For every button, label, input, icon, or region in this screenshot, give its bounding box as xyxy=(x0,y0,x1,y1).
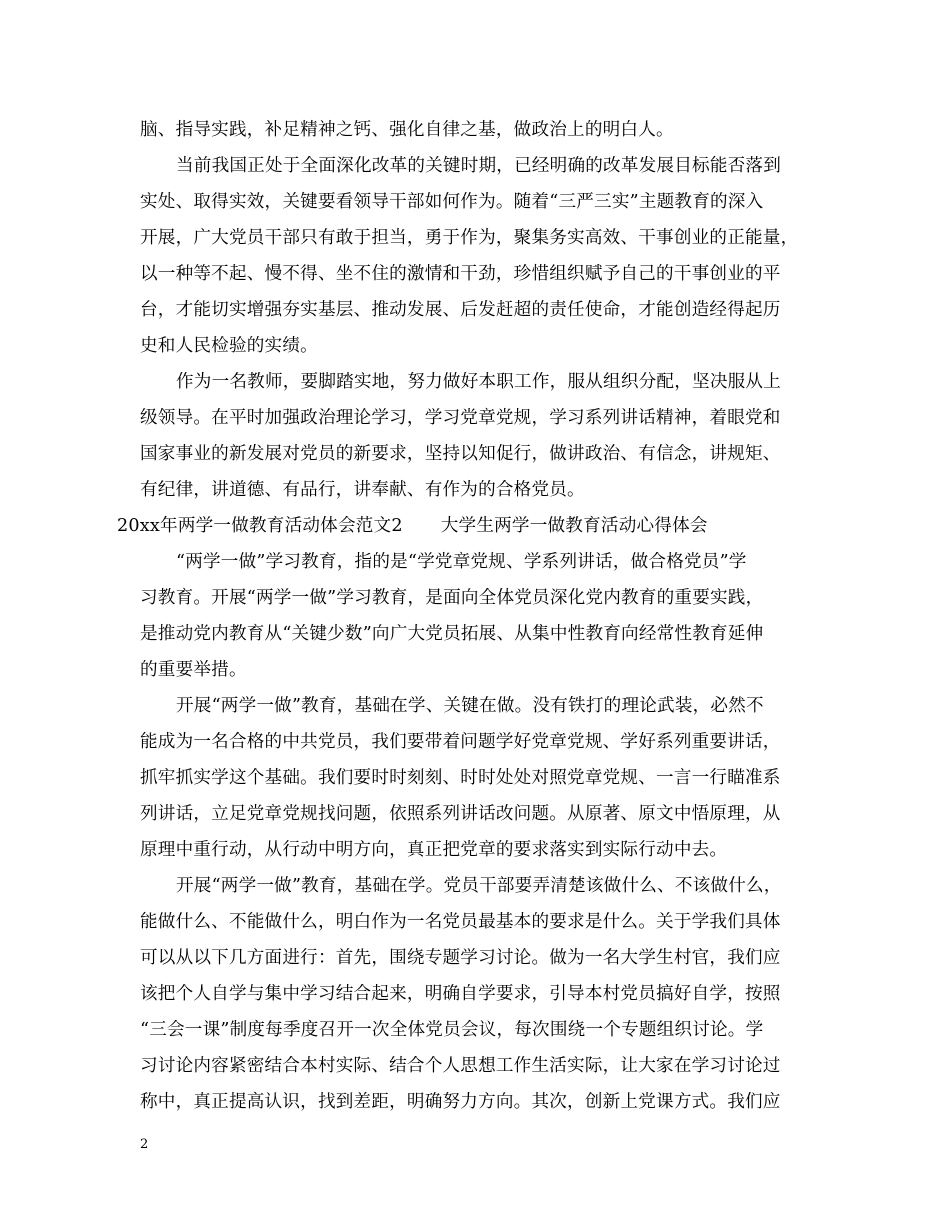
section-title: 20xx年两学一做教育活动体会范文2 xyxy=(117,516,403,536)
section-subtitle: 大学生两学一做教育活动心得体会 xyxy=(440,516,708,536)
paragraph-line: 开展“两学一做”教育，基础在学、关键在做。没有铁打的理论武装，必然不 xyxy=(176,696,764,716)
paragraph-line: 史和人民检验的实绩。 xyxy=(140,336,318,356)
paragraph-line: 以一种等不起、慢不得、坐不住的激情和干劲，珍惜组织赋予自己的干事创业的平 xyxy=(140,264,781,284)
paragraph-line: 开展“两学一做”教育，基础在学。党员干部要弄清楚该做什么、不该做什么， xyxy=(176,876,782,896)
paragraph-line: 该把个人自学与集中学习结合起来，明确自学要求，引导本村党员搞好自学，按照 xyxy=(140,984,781,1004)
paragraph-line: 台，才能切实增强夯实基层、推动发展、后发赶超的责任使命，才能创造经得起历 xyxy=(140,300,781,320)
paragraph-line: 可以从以下几方面进行：首先，围绕专题学习讨论。做为一名大学生村官，我们应 xyxy=(140,948,781,968)
paragraph-line: 是推动党内教育从“关键少数”向广大党员拓展、从集中性教育向经常性教育延伸 xyxy=(140,624,764,644)
paragraph-line: 称中，真正提高认识，找到差距，明确努力方向。其次，创新上党课方式。我们应 xyxy=(140,1092,781,1112)
section-heading xyxy=(117,516,708,536)
paragraph-line: 习教育。开展“两学一做”学习教育，是面向全体党员深化党内教育的重要实践， xyxy=(140,588,764,608)
paragraph-line: 实处、取得实效，关键要看领导干部如何作为。随着“三严三实”主题教育的深入 xyxy=(140,192,764,212)
paragraph-line: 的重要举措。 xyxy=(140,660,247,680)
paragraph-line: 能做什么、不能做什么，明白作为一名党员最基本的要求是什么。关于学我们具体 xyxy=(140,912,781,932)
paragraph-line: 作为一名教师，要脚踏实地，努力做好本职工作，服从组织分配，坚决服从上 xyxy=(176,372,781,392)
paragraph-line: 脑、指导实践，补足精神之钙、强化自律之基，做政治上的明白人。 xyxy=(140,120,674,140)
paragraph-line: 国家事业的新发展对党员的新要求，坚持以知促行，做讲政治、有信念，讲规矩、 xyxy=(140,444,781,464)
paragraph-line: 抓牢抓实学这个基础。我们要时时刻刻、时时处处对照党章党规、一言一行瞄准系 xyxy=(140,768,781,788)
page-number: 2 xyxy=(140,1137,149,1152)
paragraph-line: 当前我国正处于全面深化改革的关键时期，已经明确的改革发展目标能否落到 xyxy=(176,156,781,176)
paragraph-line: “两学一做”学习教育，指的是“学党章党规、学系列讲话，做合格党员”学 xyxy=(176,552,747,572)
paragraph-line: 级领导。在平时加强政治理论学习，学习党章党规，学习系列讲话精神，着眼党和 xyxy=(140,408,781,428)
paragraph-line: 习讨论内容紧密结合本村实际、结合个人思想工作生活实际，让大家在学习讨论过 xyxy=(140,1056,781,1076)
paragraph-line: 有纪律，讲道德、有品行，讲奉献、有作为的合格党员。 xyxy=(140,480,585,500)
paragraph-line: 列讲话，立足党章党规找问题，依照系列讲话改问题。从原著、原文中悟原理，从 xyxy=(140,804,781,824)
paragraph-line: “三会一课”制度每季度召开一次全体党员会议，每次围绕一个专题组织讨论。学 xyxy=(140,1020,764,1040)
paragraph-line: 能成为一名合格的中共党员，我们要带着问题学好党章党规、学好系列重要讲话， xyxy=(140,732,781,752)
paragraph-line: 开展，广大党员干部只有敢于担当，勇于作为，聚集务实高效、干事创业的正能量， xyxy=(140,228,799,248)
paragraph-line: 原理中重行动，从行动中明方向，真正把党章的要求落实到实际行动中去。 xyxy=(140,840,728,860)
